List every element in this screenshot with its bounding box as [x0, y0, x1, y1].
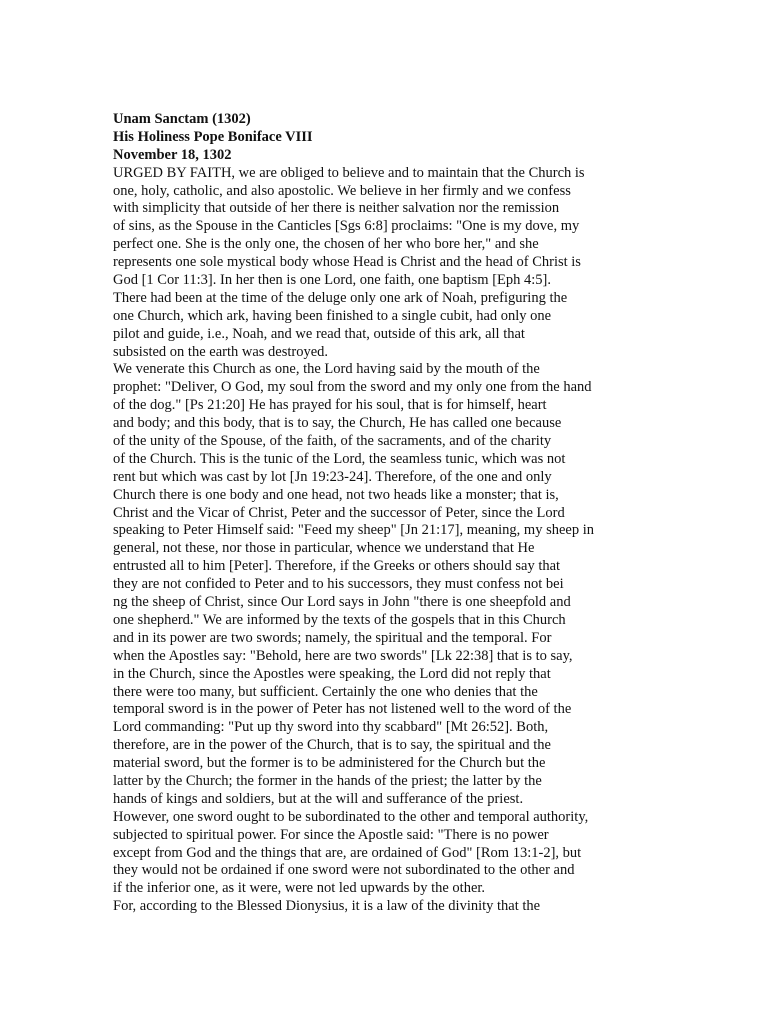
body-line: subsisted on the earth was destroyed. [113, 343, 329, 360]
body-line: God [1 Cor 11:3]. In her then is one Lord, one faith, one baptism [Eph 4:5]. [113, 272, 551, 289]
body-line: There had been at the time of the deluge only one ark of Noah, prefiguring the [113, 289, 568, 306]
body-line: hands of kings and soldiers, but at the will and sufferance of the priest. [113, 790, 524, 807]
body-line: when the Apostles say: "Behold, here are two swords" [Lk 22:38] that is to say, [113, 647, 573, 664]
body-line: material sword, but the former is to be administered for the Church but the [113, 755, 546, 772]
body-line: of the Church. This is the tunic of the Lord, the seamless tunic, which was not [113, 450, 566, 467]
body-line: However, one sword ought to be subordinated to the other and temporal authority, [113, 808, 589, 825]
document-author: His Holiness Pope Boniface VIII [113, 128, 313, 145]
body-line: general, not these, nor those in particular, whence we understand that He [113, 540, 535, 557]
body-line: We venerate this Church as one, the Lord having said by the mouth of the [113, 361, 540, 378]
body-line: there were too many, but sufficient. Certainly the one who denies that the [113, 683, 538, 700]
body-line: in the Church, since the Apostles were speaking, the Lord did not reply that [113, 665, 551, 682]
body-line: Lord commanding: "Put up thy sword into thy scabbard" [Mt 26:52]. Both, [113, 719, 549, 736]
body-line: speaking to Peter Himself said: "Feed my sheep" [Jn 21:17], meaning, my sheep in [113, 522, 594, 539]
body-line: except from God and the things that are, are ordained of God" [Rom 13:1-2], but [113, 844, 582, 861]
body-line: if the inferior one, as it were, were not led upwards by the other. [113, 880, 486, 897]
body-line: prophet: "Deliver, O God, my soul from the sword and my only one from the hand [113, 379, 592, 396]
body-line: of sins, as the Spouse in the Canticles [Sgs 6:8] proclaims: "One is my dove, my [113, 218, 580, 235]
body-line: of the dog." [Ps 21:20] He has prayed for his soul, that is for himself, heart [113, 397, 547, 414]
document-date: November 18, 1302 [113, 146, 232, 163]
body-line: URGED BY FAITH, we are obliged to believe and to maintain that the Church is [113, 164, 585, 181]
body-line: For, according to the Blessed Dionysius, it is a law of the divinity that the [113, 898, 541, 915]
body-line: temporal sword is in the power of Peter has not listened well to the word of the [113, 701, 572, 718]
body-line: perfect one. She is the only one, the chosen of her who bore her," and she [113, 236, 539, 253]
body-line: and body; and this body, that is to say, the Church, He has called one because [113, 415, 562, 432]
body-line: one shepherd." We are informed by the texts of the gospels that in this Church [113, 611, 566, 628]
body-line: represents one sole mystical body whose Head is Christ and the head of Christ is [113, 254, 581, 271]
body-line: one Church, which ark, having been finished to a single cubit, had only one [113, 307, 552, 324]
body-line: therefore, are in the power of the Church, that is to say, the spiritual and the [113, 737, 551, 754]
body-line: ng the sheep of Christ, since Our Lord says in John "there is one sheepfold and [113, 594, 571, 611]
body-line: pilot and guide, i.e., Noah, and we read that, outside of this ark, all that [113, 325, 525, 342]
body-line: latter by the Church; the former in the hands of the priest; the latter by the [113, 772, 542, 789]
body-line: subjected to spiritual power. For since the Apostle said: "There is no power [113, 826, 549, 843]
document-page [113, 111, 753, 916]
body-line: Church there is one body and one head, not two heads like a monster; that is, [113, 486, 559, 503]
body-line: Christ and the Vicar of Christ, Peter and the successor of Peter, since the Lord [113, 504, 565, 521]
body-line: and in its power are two swords; namely, the spiritual and the temporal. For [113, 629, 552, 646]
body-line: entrusted all to him [Peter]. Therefore, if the Greeks or others should say that [113, 558, 561, 575]
document-body [113, 165, 753, 916]
document-title: Unam Sanctam (1302) [113, 111, 251, 127]
body-line: they are not confided to Peter and to his successors, they must confess not bei [113, 576, 564, 593]
body-line: rent but which was cast by lot [Jn 19:23-24]. Therefore, of the one and only [113, 468, 552, 485]
body-line: of the unity of the Spouse, of the faith, of the sacraments, and of the charity [113, 433, 552, 450]
body-line: with simplicity that outside of her there is neither salvation nor the remission [113, 200, 560, 217]
body-line: one, holy, catholic, and also apostolic. We believe in her firmly and we confess [113, 182, 571, 199]
body-line: they would not be ordained if one sword were not subordinated to the other and [113, 862, 575, 879]
